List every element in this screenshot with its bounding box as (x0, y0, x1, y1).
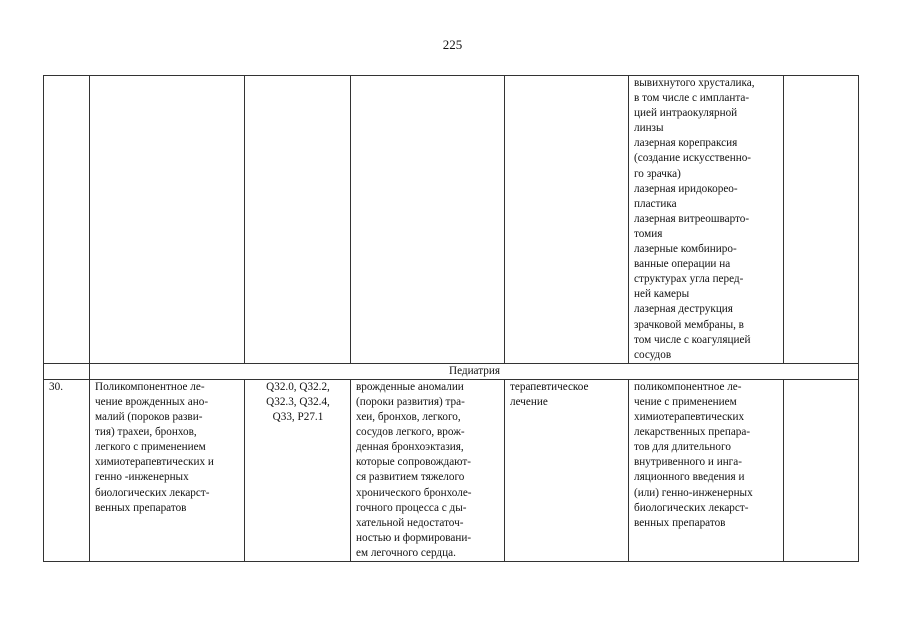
row-number: 30. (44, 379, 90, 561)
section-heading-row (44, 363, 859, 379)
method-line: лекарственных препара- (634, 426, 751, 439)
method-line: линзы (634, 122, 664, 135)
diagnosis-line: денная бронхоэктазия, (356, 441, 464, 454)
method-line: чение с применением (634, 395, 737, 408)
method-line: том числе с коагуляцией (634, 333, 751, 346)
name-line: биологических лекарст- (95, 486, 210, 499)
diagnosis-line: гочного процесса с ды- (356, 501, 467, 514)
method-line: зрачковой мембраны, в (634, 318, 744, 331)
method-line: лазерная корепраксия (634, 137, 738, 150)
cell-name (90, 76, 245, 364)
diagnosis-line: хательной недостаточ- (356, 516, 464, 529)
method-line: ляционного введения и (634, 471, 745, 484)
cell-codes (245, 379, 351, 561)
diagnosis-line: (пороки развития) тра- (356, 395, 465, 408)
cell-diagnosis (351, 379, 505, 561)
treatment-type-line: лечение (510, 395, 548, 408)
page-number: 225 (442, 37, 463, 52)
cell-diagnosis (351, 76, 505, 364)
method-line: томия (634, 227, 663, 240)
cell-name (90, 379, 245, 561)
diagnosis-line: сосудов легкого, врож- (356, 426, 465, 439)
diagnosis-line: которые сопровождают- (356, 456, 471, 469)
method-line: венных препаратов (634, 516, 726, 529)
method-line: химиотерапевтических (634, 411, 745, 424)
method-line: поликомпонентное ле- (634, 380, 742, 393)
medical-care-table (43, 75, 859, 562)
method-line: лазерная деструкция (634, 303, 733, 316)
method-line: (или) генно-инженерных (634, 486, 753, 499)
name-line: тия) трахеи, бронхов, (95, 426, 197, 439)
method-line: (создание искусственно- (634, 152, 752, 165)
section-heading: Педиатрия (90, 363, 859, 379)
cell-treatment-type (505, 76, 629, 364)
method-line: цией интраокулярной (634, 107, 738, 120)
diagnosis-line: врожденные аномалии (356, 380, 464, 393)
diagnosis-line: ем легочного сердца. (356, 546, 456, 559)
continued-row (44, 76, 859, 364)
method-line: вывихнутого хрусталика, (634, 77, 755, 89)
diagnosis-line: хронического бронхоле- (356, 486, 472, 499)
name-line: чение врожденных ано- (95, 395, 209, 408)
code-line: Q32.0, Q32.2, (266, 380, 330, 393)
name-line: химиотерапевтических и (95, 456, 214, 469)
cell-number (44, 76, 90, 364)
diagnosis-line: ностью и формировани- (356, 531, 472, 544)
table-row-30 (44, 379, 859, 561)
name-line: малий (пороков разви- (95, 411, 203, 424)
cell-treatment-type (505, 379, 629, 561)
method-line: внутривенного и инга- (634, 456, 742, 469)
method-line: биологических лекарст- (634, 501, 749, 514)
method-line: ней камеры (634, 288, 690, 301)
method-line: тов для длительного (634, 441, 731, 454)
method-line: ванные операции на (634, 258, 731, 271)
name-line: венных препаратов (95, 501, 187, 514)
name-line: генно -инженерных (95, 471, 189, 484)
treatment-type-line: терапевтическое (510, 380, 589, 393)
cell-methods (629, 76, 784, 364)
method-line: лазерные комбиниро- (634, 243, 737, 256)
method-line: структурах угла перед- (634, 273, 744, 286)
method-line: пластика (634, 197, 677, 210)
method-line: го зрачка) (634, 167, 681, 180)
cell-extra (784, 379, 859, 561)
method-line: в том числе с импланта- (634, 92, 750, 105)
cell-number (44, 363, 90, 379)
method-line: лазерная витреошварто- (634, 212, 750, 225)
cell-extra (784, 76, 859, 364)
diagnosis-line: ся развитием тяжелого (356, 471, 465, 484)
code-line: Q32.3, Q32.4, (266, 395, 330, 408)
name-line: легкого с применением (95, 441, 206, 454)
cell-codes (245, 76, 351, 364)
cell-methods (629, 379, 784, 561)
diagnosis-line: хеи, бронхов, легкого, (356, 411, 461, 424)
method-line: лазерная иридокореo- (634, 182, 738, 195)
code-line: Q33, P27.1 (272, 411, 324, 424)
name-line: Поликомпонентное ле- (95, 380, 205, 393)
method-line: сосудов (634, 348, 672, 361)
